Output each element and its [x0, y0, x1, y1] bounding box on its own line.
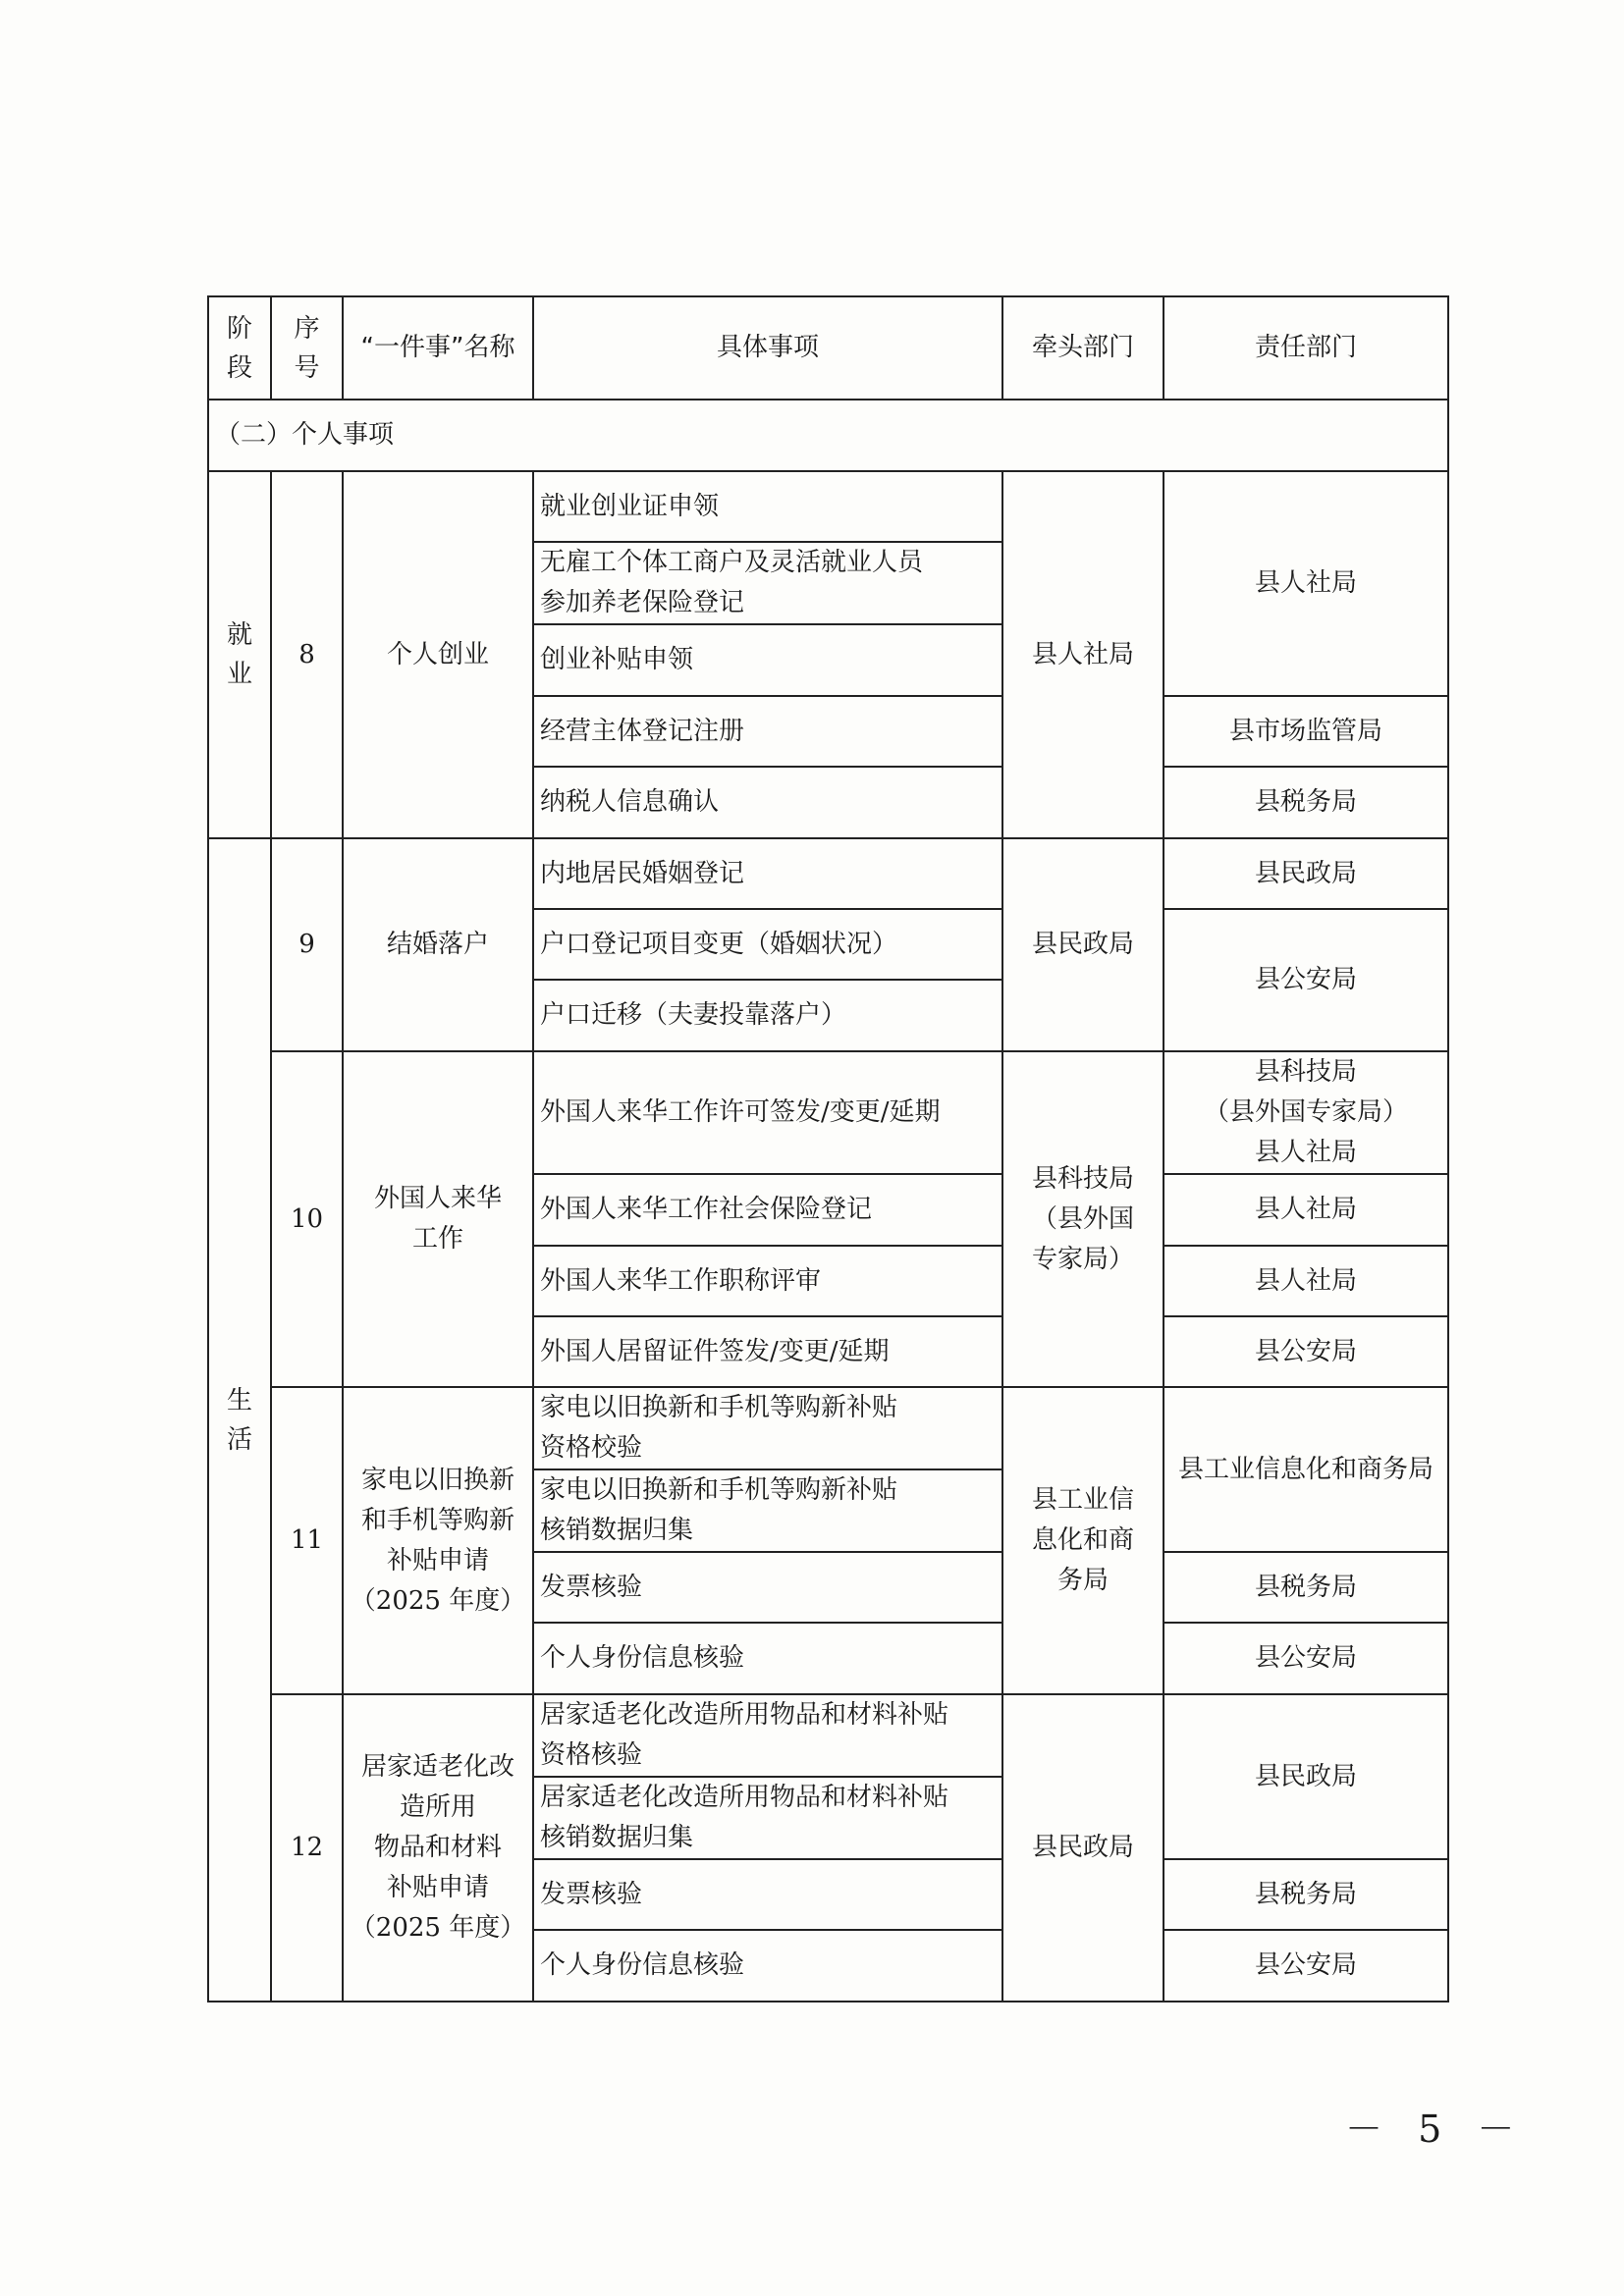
stage-employment: 就 业: [208, 471, 271, 838]
lead-dept: 县民政局: [1002, 838, 1164, 1051]
seq-cell: 11: [271, 1387, 343, 1694]
seq-cell: 8: [271, 471, 343, 838]
item-cell: 内地居民婚姻登记: [533, 838, 1002, 909]
resp-dept: 县人社局: [1164, 1174, 1448, 1246]
header-seq: 序 号: [271, 296, 343, 400]
header-lead: 牵头部门: [1002, 296, 1164, 400]
resp-dept: 县民政局: [1164, 1694, 1448, 1859]
header-name: “一件事”名称: [343, 296, 533, 400]
item-cell: 经营主体登记注册: [533, 696, 1002, 767]
item-cell: 家电以旧换新和手机等购新补贴 资格校验: [533, 1387, 1002, 1469]
table-row: [208, 838, 1448, 909]
matter-name: 个人创业: [343, 471, 533, 838]
matters-table: [207, 295, 1449, 2002]
item-cell: 外国人来华工作社会保险登记: [533, 1174, 1002, 1246]
lead-dept: 县工业信 息化和商 务局: [1002, 1387, 1164, 1694]
header-item: 具体事项: [533, 296, 1002, 400]
section-title: （二）个人事项: [208, 400, 1448, 471]
item-cell: 创业补贴申领: [533, 624, 1002, 696]
item-cell: 外国人居留证件签发/变更/延期: [533, 1316, 1002, 1387]
item-cell: 发票核验: [533, 1552, 1002, 1623]
resp-dept: 县公安局: [1164, 1930, 1448, 2002]
item-cell: 外国人来华工作职称评审: [533, 1246, 1002, 1316]
page-number: － 5 －: [1345, 2108, 1527, 2151]
resp-dept: 县公安局: [1164, 909, 1448, 1051]
item-cell: 个人身份信息核验: [533, 1623, 1002, 1694]
matter-name: 结婚落户: [343, 838, 533, 1051]
resp-dept: 县市场监管局: [1164, 696, 1448, 767]
seq-cell: 10: [271, 1051, 343, 1387]
stage-life: 生 活: [208, 838, 271, 2002]
item-cell: 发票核验: [533, 1859, 1002, 1930]
resp-dept: 县税务局: [1164, 1552, 1448, 1623]
seq-cell: 12: [271, 1694, 343, 2002]
header-resp: 责任部门: [1164, 296, 1448, 400]
resp-dept: 县科技局 （县外国专家局） 县人社局: [1164, 1051, 1448, 1174]
item-cell: 无雇工个体工商户及灵活就业人员 参加养老保险登记: [533, 542, 1002, 624]
resp-dept: 县民政局: [1164, 838, 1448, 909]
item-cell: 户口迁移（夫妻投靠落户）: [533, 980, 1002, 1051]
resp-dept: 县人社局: [1164, 471, 1448, 696]
table-row: [208, 471, 1448, 542]
matter-name: 外国人来华 工作: [343, 1051, 533, 1387]
section-row: [208, 400, 1448, 471]
lead-dept: 县科技局 （县外国 专家局）: [1002, 1051, 1164, 1387]
lead-dept: 县民政局: [1002, 1694, 1164, 2002]
header-stage: 阶 段: [208, 296, 271, 400]
resp-dept: 县人社局: [1164, 1246, 1448, 1316]
item-cell: 户口登记项目变更（婚姻状况）: [533, 909, 1002, 980]
item-cell: 居家适老化改造所用物品和材料补贴 核销数据归集: [533, 1777, 1002, 1859]
resp-dept: 县公安局: [1164, 1623, 1448, 1694]
item-cell: 就业创业证申领: [533, 471, 1002, 542]
item-cell: 家电以旧换新和手机等购新补贴 核销数据归集: [533, 1469, 1002, 1552]
resp-dept: 县工业信息化和商务局: [1164, 1387, 1448, 1552]
seq-cell: 9: [271, 838, 343, 1051]
table-row: [208, 1051, 1448, 1174]
item-cell: 外国人来华工作许可签发/变更/延期: [533, 1051, 1002, 1174]
item-cell: 居家适老化改造所用物品和材料补贴 资格核验: [533, 1694, 1002, 1777]
resp-dept: 县公安局: [1164, 1316, 1448, 1387]
matter-name: 居家适老化改 造所用 物品和材料 补贴申请 （2025 年度）: [343, 1694, 533, 2002]
resp-dept: 县税务局: [1164, 767, 1448, 838]
matter-name: 家电以旧换新 和手机等购新 补贴申请 （2025 年度）: [343, 1387, 533, 1694]
resp-dept: 县税务局: [1164, 1859, 1448, 1930]
table-row: [208, 1387, 1448, 1469]
lead-dept: 县人社局: [1002, 471, 1164, 838]
table-row: [208, 1694, 1448, 1777]
item-cell: 纳税人信息确认: [533, 767, 1002, 838]
item-cell: 个人身份信息核验: [533, 1930, 1002, 2002]
header-row: [208, 296, 1448, 400]
